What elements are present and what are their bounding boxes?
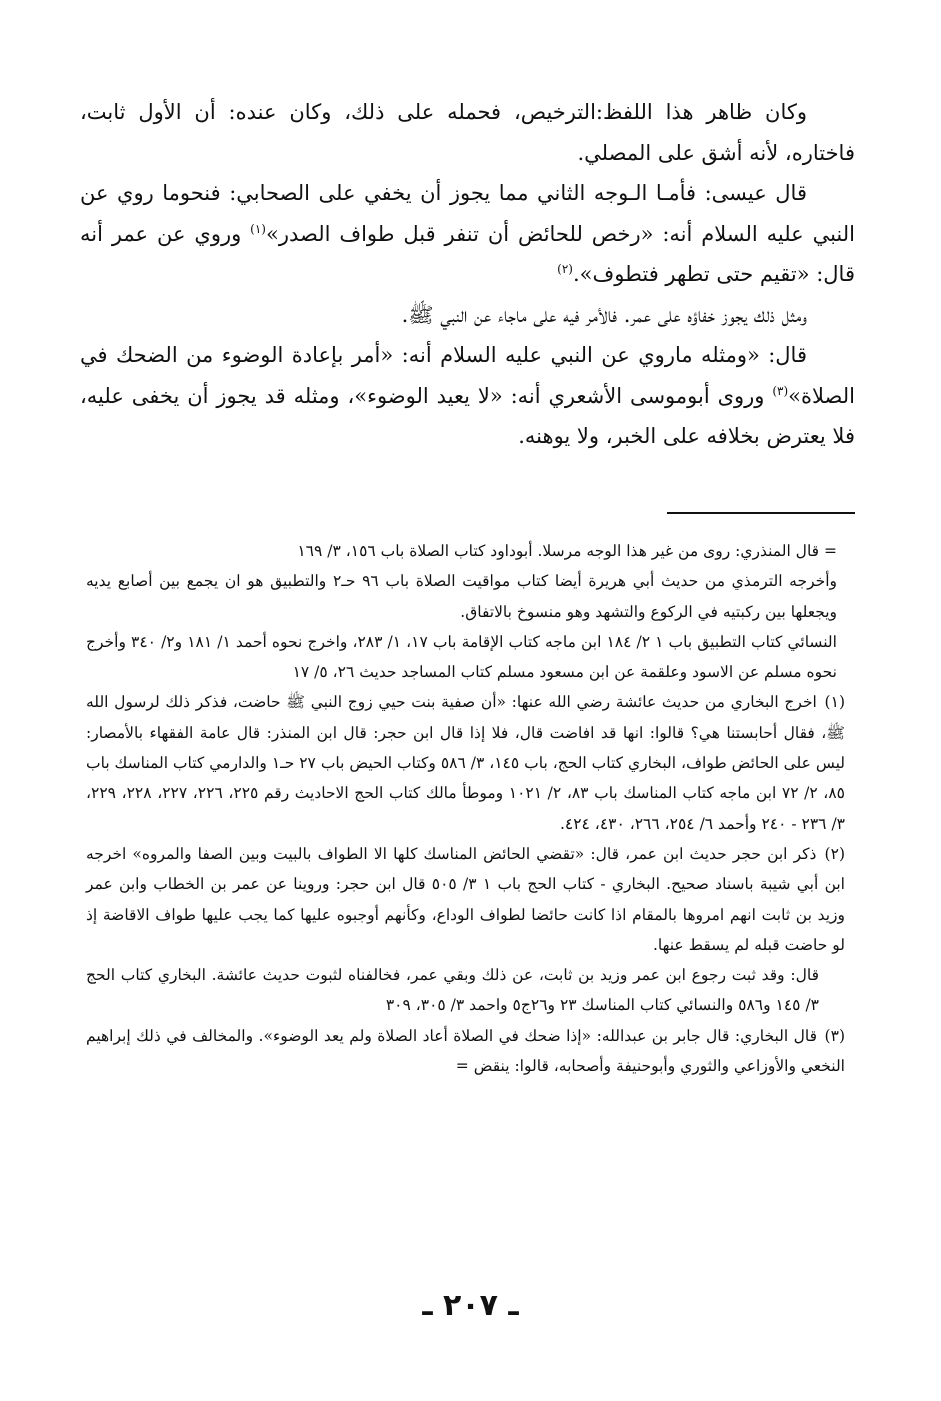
footnote-ref-2: (٢) <box>557 262 573 276</box>
paragraph-3: ومثل ذلك يجوز خفاؤه على عمر. فالأمر فيه على ماجاء عن النبي ﷺ. <box>401 302 807 327</box>
footnote-continuation-2: وأخرجه الترمذي من حديث أبي هريرة أيضا كتاب مواقيت الصلاة باب ٩٦ حـ٢ والتطبيق هو ان يجمع بين أصابع يديه ويجعلها بين ركبتيه في الركوع والتشهد وهو منسوخ بالاتفاق. <box>86 572 837 621</box>
footnote-3 <box>86 1021 845 1082</box>
footnote-2-number: (٢) <box>824 844 845 863</box>
main-text <box>80 92 855 457</box>
footnote-continuation-1: = قال المنذري: روى من غير هذا الوجه مرسلا. أبوداود كتاب الصلاة باب ١٥٦، ٣/ ١٦٩ <box>297 542 837 560</box>
footnote-2-text: ذكر ابن حجر حديث ابن عمر، قال: «تقضي الحائض المناسك كلها الا الطواف بالبيت وبين الصفا والمروه» اخرجه ابن أبي شيبة باسناد صحيح. البخاري - كتاب الحج باب ١ ٣/ ٥٠٥ قال ابن حجر: وروينا عن عمر بن الخطاب وابن عمر وزيد بن ثابت انهم امروها بالمقام اذا كانت حائضا لطواف الوداع، وكأنهم أوجبوه عليها كما يجب عليها طواف الاقاضة إذ لو حاضت قبله لم يسقط عنها. <box>86 844 845 954</box>
footnotes <box>86 536 845 1081</box>
footnote-3-number: (٣) <box>824 1026 845 1045</box>
footnote-ref-3: (٣) <box>772 383 789 398</box>
footnote-2 <box>86 839 845 960</box>
main-body <box>80 92 855 457</box>
paragraph-2-part-a: قال عيسى: فأمـا الـوجه الثاني مما يجوز أن يخفي على الصحابي: فنحوما روي عن النبي عليه السلام أنه: «رخص للحائض أن تنفر قبل طواف الصدر» <box>80 181 855 246</box>
paragraph-1: وكان ظاهر هذا اللفظ:الترخيص، فحمله على ذلك، وكان عنده: أن الأول ثابت، فاختاره، لأنه أشق على المصلي. <box>80 100 855 165</box>
footnote-1-text: اخرج البخاري من حديث عائشة رضي الله عنها: «أن صفية بنت حيي زوج النبي ﷺ حاضت، فذكر ذلك لرسول الله ﷺ، فقال أحابستنا هي؟ قالوا: انها قد افاضت قال، فلا إذا قال ابن حجر: قال ابن المنذر: قال عامة الفقهاء بالأمصار: ليس على الحائض طواف، البخاري كتاب الحج، باب ١٤٥، ٣/ ٥٨٦ وكتاب الحيض باب ٢٧ حـ١ والدارمي كتاب المناسك باب ٨٥، ٢/ ٧٢ ابن ماجه كتاب المناسك باب ٨٣، ٢/ ١٠٢١ وموطأ مالك كتاب الحج الاحاديث رقم ٢٢٥، ٢٢٦، ٢٢٧، ٢٢٨، ٢٢٩، ٣/ ٢٣٦ - ٢٤٠ وأحمد ٦/ ٢٥٤، ٢٦٦، ٤٣٠، ٤٢٤. <box>86 693 845 833</box>
paragraph-4-part-a: قال: «ومثله ماروي عن النبي عليه السلام أنه: «أمر بإعادة الوضوء من الضحك في الصلاة» <box>80 343 855 408</box>
paragraph-2 <box>80 173 855 295</box>
page-number: ـ ٢٠٧ ـ <box>422 1288 519 1323</box>
paragraph-2-part-b: وروي عن عمر أنه قال: «تقيم حتى تطهر فتطوف». <box>80 221 855 286</box>
footnote-ref-1: (١) <box>250 221 266 236</box>
footnote-1-number: (١) <box>824 693 845 712</box>
footnote-continuation-3: النسائي كتاب التطبيق باب ١ ٢/ ١٨٤ ابن ماجه كتاب الإقامة باب ١٧، ١/ ٢٨٣، واخرج نحوه أحمد ١/ ١٨١ و٢/ ٣٤٠ وأخرج نحوه مسلم عن الاسود وعلقمة عن ابن مسعود مسلم كتاب المساجد حديث ٢٦، ٥/ ١٧ <box>86 632 837 682</box>
footnote-2-sub: قال: وقد ثبت رجوع ابن عمر وزيد بن ثابت، عن ذلك وبقي عمر، فخالفناه لثبوت حديث عائشة. البخاري كتاب الحج ٣/ ١٤٥ و٥٨٦ والنسائي كتاب المناسك ٢٣ و٢٦ج٥ واحمد ٣/ ٣٠٥، ٣٠٩ <box>86 966 819 1015</box>
paragraph-4 <box>80 335 855 457</box>
footnote-separator <box>667 512 855 514</box>
footnote-1 <box>86 687 845 838</box>
paragraph-4-part-b: وروى أبوموسى الأشعري أنه: «لا يعيد الوضوء»، ومثله قد يجوز أن يخفى عليه، فلا يعترض بخلافه على الخبر، ولا يوهنه. <box>80 383 855 448</box>
footnote-3-text: قال البخاري: قال جابر بن عبدالله: «إذا ضحك في الصلاة أعاد الصلاة ولم يعد الوضوء». والمخالف في ذلك إبراهيم النخعي والأوزاعي والثوري وأبوحنيفة وأصحابه، قالوا: ينقض = <box>86 1026 845 1076</box>
